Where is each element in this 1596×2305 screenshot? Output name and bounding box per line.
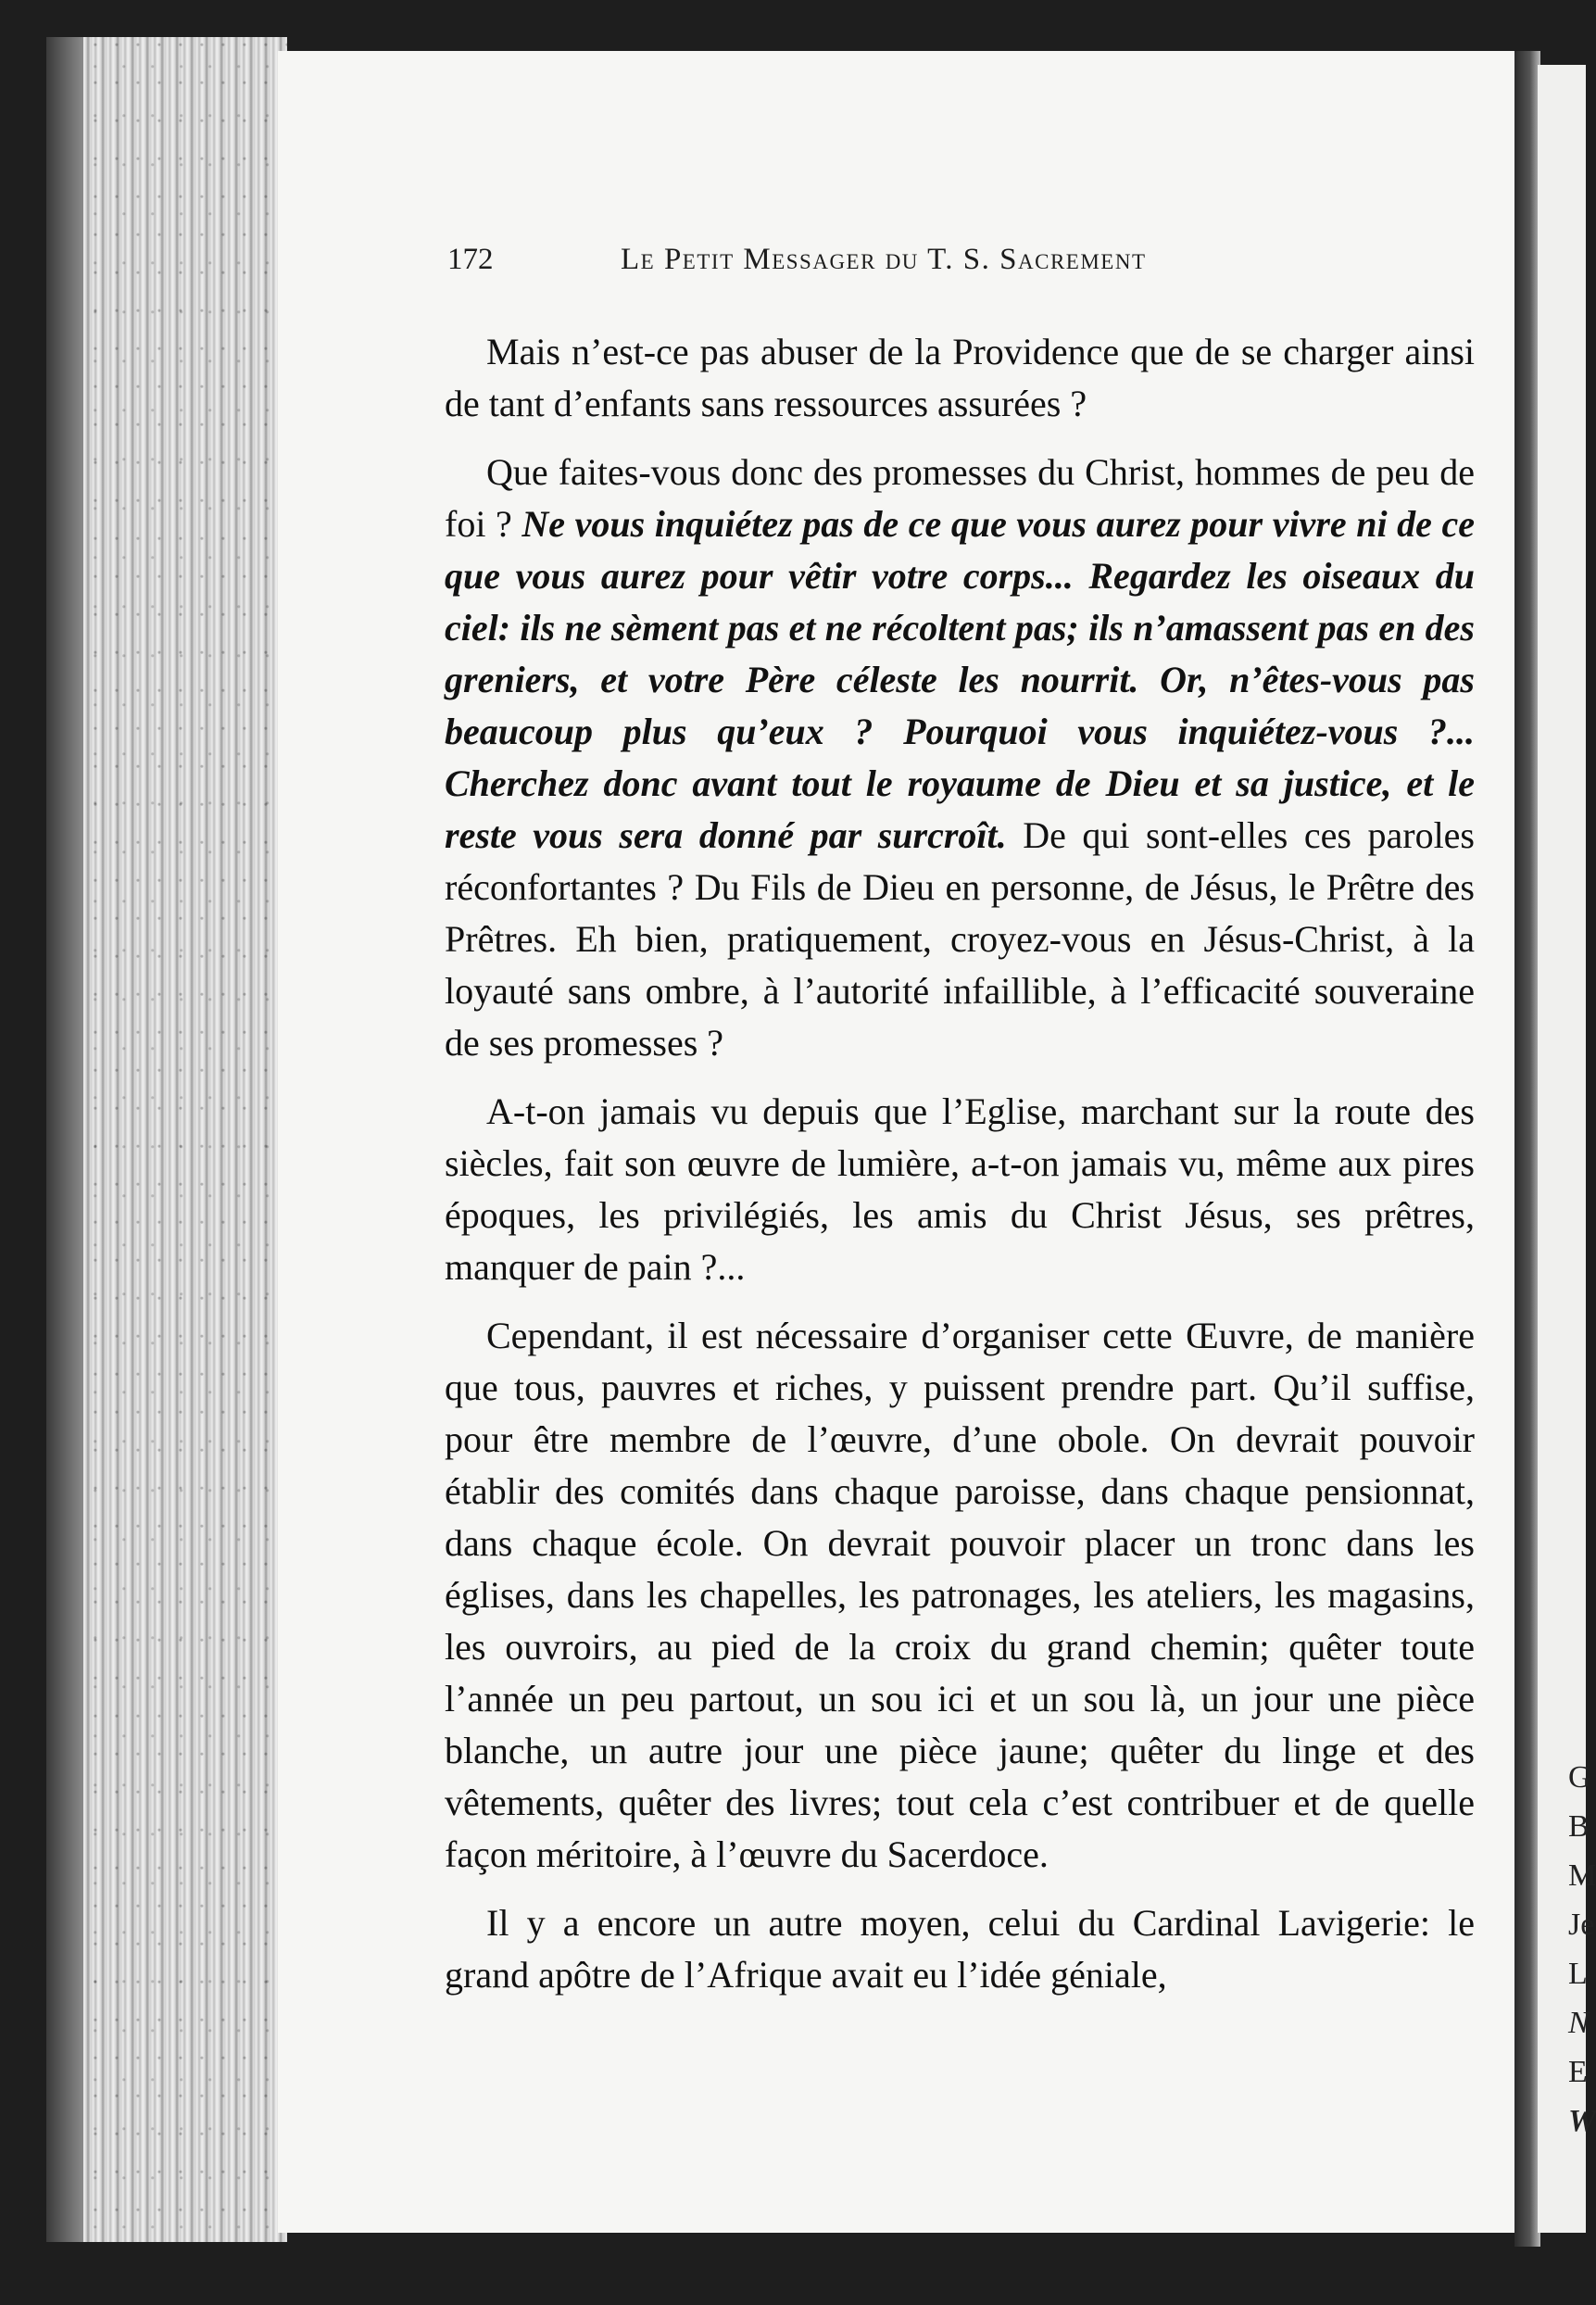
paragraph: Il y a encore un autre moyen, celui du Cardinal Lavigerie: le grand apôtre de l’Afrique avait eu l’idée géniale, (445, 1902, 1475, 1996)
facing-page-letter: W (1568, 2104, 1596, 2138)
facing-page-letter: B (1568, 1809, 1590, 1844)
paragraph: Cependant, il est nécessaire d’organiser cette Œuvre, de manière que tous, pauvres et riches, y puissent prendre part. Qu’il suffise, pour être membre de l’œuvre, d’une obole. On devrait pouvoir établir des comités dans chaque paroisse, dans chaque pensionnat, dans chaque école. On devrait pouvoir placer un tronc dans les églises, dans les chapelles, les patronages, les ateliers, les magasins, les ouvroirs, au pied de la croix du grand chemin; quêter toute l’année un peu partout, un sou ici et un sou là, un jour une pièce blanche, un autre jour une pièce jaune; quêter du linge et des vêtements, quêter des livres; tout cela c’est contribuer et de quelle façon méritoire, à l’œuvre du Sacerdoce. (445, 1315, 1475, 1875)
scripture-quote: Ne vous inquiétez pas de ce que vous aurez pour vivre ni de ce que vous aurez pour vêtir votre corps... Regardez les oiseaux du ciel: ils ne sèment pas et ne récoltent pas; ils n’amassent pas en des greniers, et votre Père céleste les nourrit. Or, n’êtes-vous pas beaucoup plus qu’eux ? Pourquoi vous inquiétez-vous ?... Cherchez donc avant tout le royaume de Dieu et sa justice, et le reste vous sera donné par surcroît. (445, 503, 1476, 856)
paragraph: Mais n’est-ce pas abuser de la Providence que de se charger ainsi de tant d’enfants sans ressources assurées ? (445, 331, 1475, 424)
facing-page-letter: N (1568, 2006, 1590, 2040)
facing-page-letter: M (1568, 1858, 1596, 1893)
paragraph-text: Que faites-vous donc des promesses du Christ, hommes de peu de foi ? (445, 451, 1475, 545)
book-gutter (1514, 51, 1540, 2247)
facing-page-letter: G (1568, 1760, 1591, 1795)
paragraph-text: De qui sont-elles ces paroles réconfortantes ? Du Fils de Dieu en personne, de Jésus, le Prêtre des Prêtres. Eh bien, pratiquement, croyez-vous en Jésus-Christ, à la loyauté sans ombre, à l’autorité infaillible, à l’efficacité souveraine de ses promesses ? (445, 814, 1476, 1064)
book-spine-shadow (46, 37, 83, 2242)
page-number: 172 (447, 243, 494, 276)
paragraph (445, 447, 1475, 1069)
running-title: Le Petit Messager du T. S. Sacrement (621, 243, 1147, 276)
facing-page-letter: E (1568, 2055, 1588, 2089)
facing-page-letter: L (1568, 1957, 1588, 1991)
body-text (445, 326, 1475, 2018)
paragraph: A-t-on jamais vu depuis que l’Eglise, marchant sur la route des siècles, fait son œuvre de lumière, a-t-on jamais vu, même aux pires époques, les privilégiés, les amis du Christ Jésus, ses prêtres, manquer de pain ?... (445, 1090, 1475, 1288)
facing-page-letter: Je (1568, 1908, 1595, 1942)
